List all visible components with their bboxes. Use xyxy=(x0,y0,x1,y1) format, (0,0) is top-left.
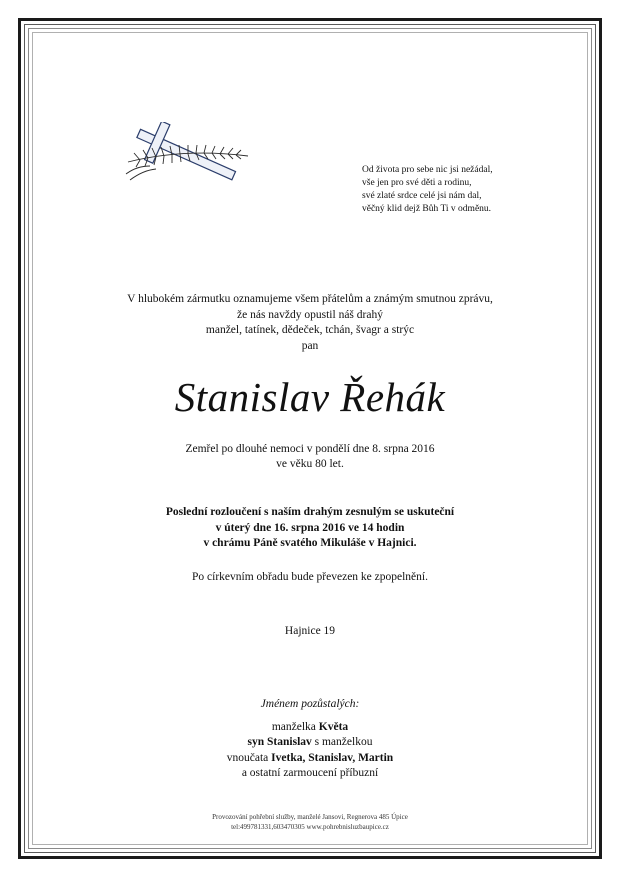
footer xyxy=(0,812,620,832)
son-suffix: s manželkou xyxy=(311,736,373,748)
mourner-son xyxy=(0,735,620,751)
wife-prefix: manželka xyxy=(271,720,319,733)
deceased-name: Stanislav Řehák xyxy=(174,374,446,420)
address: Hajnice 19 xyxy=(284,625,336,637)
poem-line: Od života pro sebe nic jsi nežádal, xyxy=(362,165,493,175)
cremation-note: Po církevním obřadu bude převezen ke zpopelnění. xyxy=(192,571,428,583)
death-info xyxy=(0,442,620,472)
mourner-grandchildren xyxy=(0,751,620,767)
announcement-intro xyxy=(0,292,620,354)
farewell-line: v chrámu Páně svatého Mikuláše v Hajnici. xyxy=(203,537,417,549)
poem xyxy=(362,164,493,216)
son-name: syn Stanislav xyxy=(247,736,312,748)
poem-line: věčný klid dejž Bůh Ti v odměnu. xyxy=(362,204,492,214)
mourners-heading: Jménem pozůstalých: xyxy=(260,698,360,710)
footer-line: tel:499781331,603470305 www.pohrebnisluzbaupice.cz xyxy=(231,823,389,831)
death-age: ve věku 80 let. xyxy=(276,458,344,470)
farewell-info xyxy=(0,505,620,552)
mourner-wife xyxy=(0,720,620,736)
wife-name: Květa xyxy=(318,720,349,733)
intro-line: pan xyxy=(301,339,319,352)
farewell-line: Poslední rozloučení s naším drahým zesnulým se uskuteční xyxy=(165,506,455,518)
grandchildren-names: Ivetka, Stanislav, Martin xyxy=(271,751,394,764)
intro-line: manžel, tatínek, dědeček, tchán, švagr a strýc xyxy=(205,324,415,336)
intro-line: V hlubokém zármutku oznamujeme všem přátelům a známým smutnou zprávu, xyxy=(127,293,493,305)
poem-line: vše jen pro své děti a rodinu, xyxy=(362,178,472,188)
cross-with-palm-icon xyxy=(120,122,252,188)
footer-line: Provozování pohřební služby, manželé Jansovi, Regnerova 485 Úpice xyxy=(212,813,408,821)
mourners xyxy=(0,697,620,782)
poem-line: své zlaté srdce celé jsi nám dal, xyxy=(362,191,482,201)
mourner-others: a ostatní zarmoucení příbuzní xyxy=(241,767,379,779)
intro-line: že nás navždy opustil náš drahý xyxy=(237,308,383,321)
farewell-line: v úterý dne 16. srpna 2016 ve 14 hodin xyxy=(215,521,405,534)
death-date: Zemřel po dlouhé nemoci v pondělí dne 8. srpna 2016 xyxy=(185,443,435,455)
grandchildren-prefix: vnoučata xyxy=(226,751,272,764)
